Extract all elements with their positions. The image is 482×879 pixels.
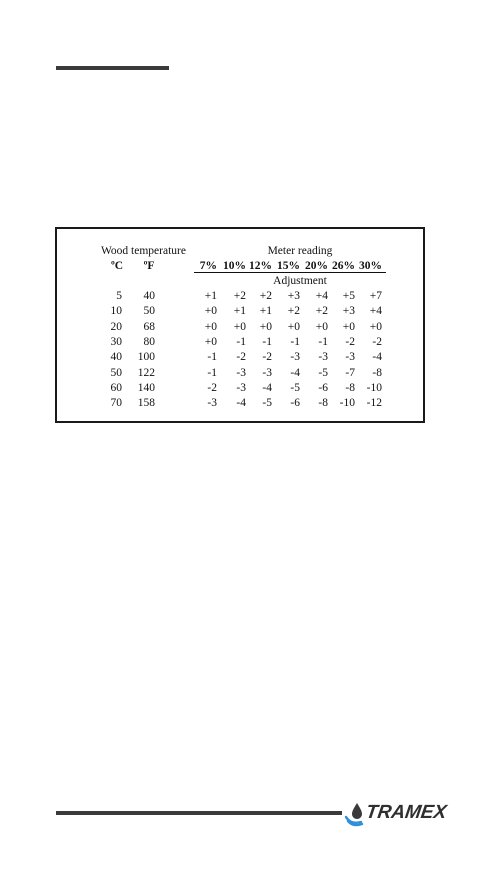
adjustment-cell: -4: [372, 351, 382, 364]
adjustment-cell: +5: [342, 290, 355, 302]
celsius-cell: 5: [116, 290, 122, 302]
moisture-header: 12%: [249, 260, 272, 272]
moisture-header: 26%: [332, 260, 355, 272]
adjustment-cell: -3: [290, 351, 300, 364]
adjustment-cell: -1: [262, 335, 272, 348]
adjustment-cell: -5: [318, 366, 328, 379]
adjustment-cell: -3: [207, 397, 217, 410]
adjustment-cell: +1: [259, 305, 272, 318]
fahrenheit-cell: 100: [137, 351, 155, 364]
water-drop-logo-icon: [344, 802, 366, 828]
celsius-cell: 60: [110, 381, 122, 394]
brand-wordmark: TRAMEX: [364, 802, 448, 823]
adjustment-cell: +3: [342, 305, 355, 318]
moisture-header: 10%: [223, 260, 246, 272]
adjustment-cell: -2: [207, 381, 217, 394]
adjustment-cell: -1: [318, 335, 328, 348]
header-meter-reading: Meter reading: [267, 245, 333, 257]
header-underline: [194, 272, 386, 273]
adjustment-cell: -2: [372, 335, 382, 348]
adjustment-cell: +0: [233, 320, 246, 333]
adjustment-cell: +0: [204, 320, 217, 333]
fahrenheit-cell: 68: [143, 320, 155, 333]
header-fahrenheit: ºF: [143, 260, 155, 272]
adjustment-cell: +0: [287, 320, 300, 333]
adjustment-cell: +0: [342, 320, 355, 333]
adjustment-cell: +1: [204, 290, 217, 302]
fahrenheit-cell: 140: [137, 381, 155, 394]
adjustment-cell: +3: [287, 290, 300, 302]
adjustment-cell: -4: [290, 366, 300, 379]
moisture-header: 15%: [277, 260, 300, 272]
header-adjustment: Adjustment: [273, 275, 327, 287]
moisture-header: 30%: [359, 260, 382, 272]
adjustment-cell: -8: [372, 366, 382, 379]
adjustment-cell: +0: [204, 305, 217, 318]
adjustment-cell: +1: [233, 305, 246, 318]
adjustment-cell: +0: [315, 320, 328, 333]
temperature-correction-table: [55, 227, 425, 423]
adjustment-cell: -3: [345, 351, 355, 364]
adjustment-cell: +0: [259, 320, 272, 333]
adjustment-cell: -2: [262, 351, 272, 364]
adjustment-cell: +2: [315, 305, 328, 318]
celsius-cell: 10: [110, 305, 122, 318]
adjustment-cell: -5: [290, 381, 300, 394]
fahrenheit-cell: 40: [143, 290, 155, 302]
adjustment-cell: -10: [339, 397, 355, 410]
fahrenheit-cell: 122: [137, 366, 155, 379]
celsius-cell: 20: [110, 320, 122, 333]
adjustment-cell: -1: [236, 335, 246, 348]
adjustment-cell: -6: [290, 397, 300, 410]
adjustment-cell: +0: [204, 335, 217, 348]
header-celsius: ºC: [110, 260, 124, 272]
adjustment-cell: -1: [207, 351, 217, 364]
bottom-rule: [56, 811, 342, 815]
adjustment-cell: +2: [287, 305, 300, 318]
header-wood-temperature: Wood temperature: [101, 245, 186, 257]
adjustment-cell: -7: [345, 366, 355, 379]
celsius-cell: 30: [110, 335, 122, 348]
adjustment-cell: -3: [236, 366, 246, 379]
adjustment-cell: -4: [262, 381, 272, 394]
celsius-cell: 70: [110, 397, 122, 410]
adjustment-cell: -12: [366, 397, 382, 410]
celsius-cell: 40: [110, 351, 122, 364]
top-rule: [56, 66, 169, 70]
adjustment-cell: -3: [262, 366, 272, 379]
adjustment-cell: -6: [318, 381, 328, 394]
moisture-header: 7%: [199, 260, 217, 272]
adjustment-cell: -8: [345, 381, 355, 394]
adjustment-cell: +0: [369, 320, 382, 333]
adjustment-cell: -3: [318, 351, 328, 364]
adjustment-cell: -1: [290, 335, 300, 348]
fahrenheit-cell: 80: [143, 335, 155, 348]
adjustment-cell: -3: [236, 381, 246, 394]
adjustment-cell: -2: [345, 335, 355, 348]
adjustment-cell: -8: [318, 397, 328, 410]
celsius-cell: 50: [110, 366, 122, 379]
moisture-header: 20%: [305, 260, 328, 272]
adjustment-cell: +7: [369, 290, 382, 302]
fahrenheit-cell: 158: [137, 397, 155, 410]
adjustment-cell: +4: [315, 290, 328, 302]
adjustment-cell: +2: [259, 290, 272, 302]
adjustment-cell: -5: [262, 397, 272, 410]
adjustment-cell: -1: [207, 366, 217, 379]
adjustment-cell: +2: [233, 290, 246, 302]
adjustment-cell: -2: [236, 351, 246, 364]
adjustment-cell: +4: [369, 305, 382, 318]
tramex-logo: [344, 800, 448, 830]
adjustment-cell: -10: [366, 381, 382, 394]
adjustment-cell: -4: [236, 397, 246, 410]
fahrenheit-cell: 50: [143, 305, 155, 318]
